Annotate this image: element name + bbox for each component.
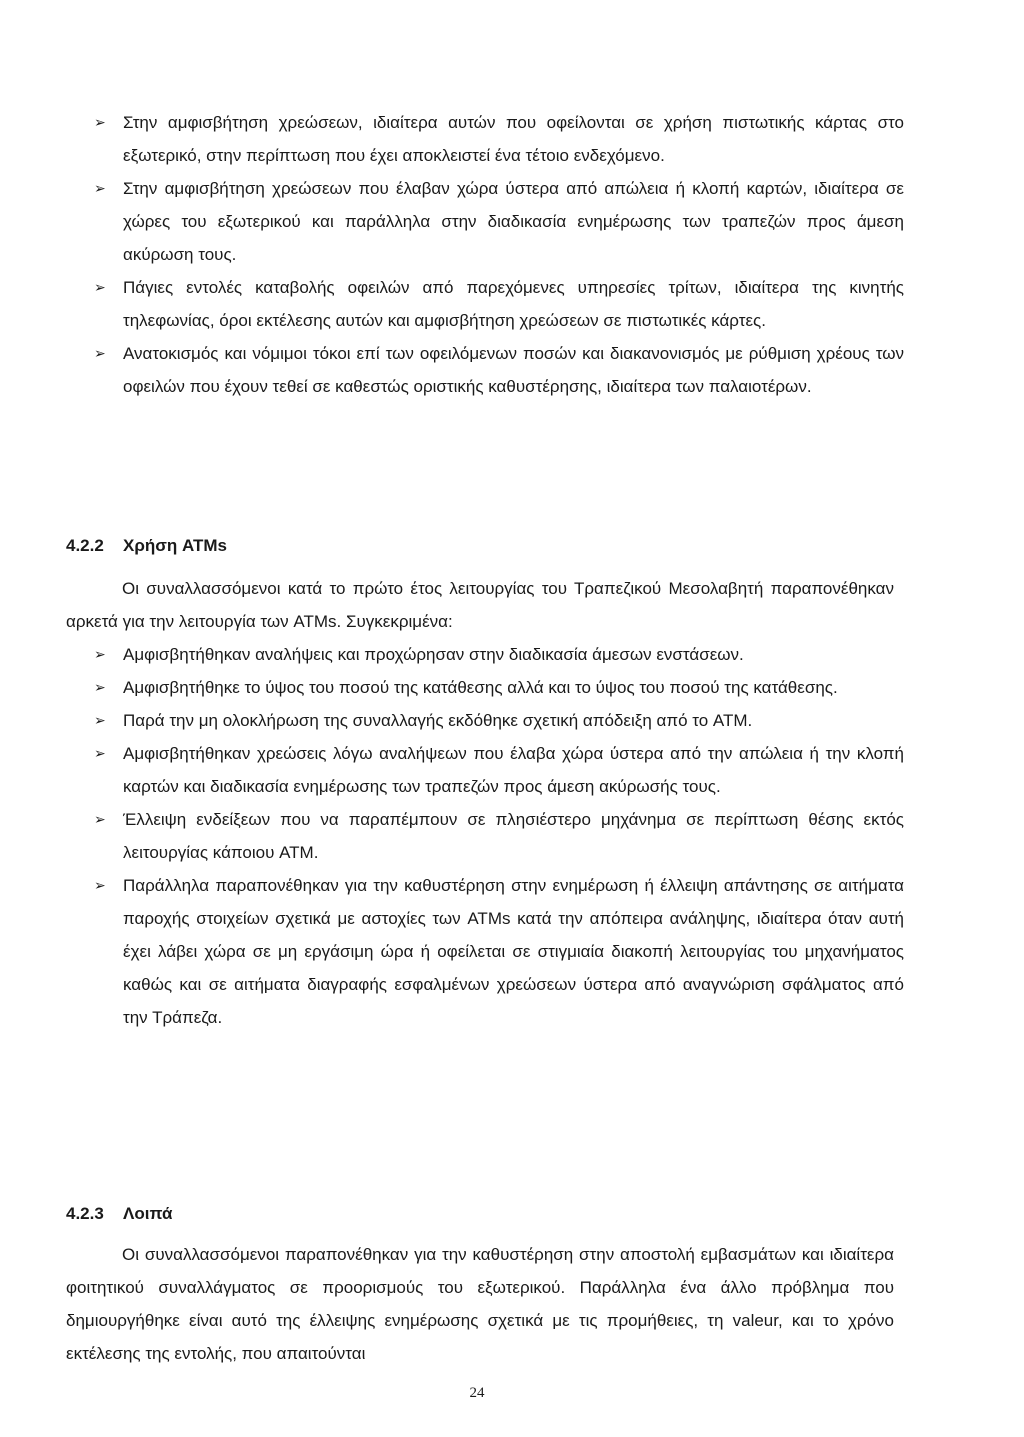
arrowhead-bullet-icon: ➢ <box>94 646 106 662</box>
page-number: 24 <box>469 1385 485 1401</box>
list-item <box>94 638 904 671</box>
arrowhead-bullet-icon: ➢ <box>94 679 106 695</box>
section-title: Χρήση ATMs <box>123 536 227 555</box>
section-body-paragraph: Οι συναλλασσόμενοι παραπονέθηκαν για την καθυστέρηση στην αποστολή εμβασμάτων και ιδιαίτερα φοιτητικού συναλλάγματος σε προορισμούς του εξωτερικού. Παράλληλα ένα άλλο πρόβλημα που δημιουργήθηκε είναι αυτό της έλλειψης ενημέρωσης σχετικά με τις προμήθειες, τη valeur, και το χρόνο εκτέλεσης της εντολής, που απαιτούνται <box>66 1245 894 1363</box>
list-item <box>94 869 904 1034</box>
arrowhead-bullet-icon: ➢ <box>94 279 106 295</box>
list-item-text: Στην αμφισβήτηση χρεώσεων, ιδιαίτερα αυτών που οφείλονται σε χρήση πιστωτικής κάρτας στο εξωτερικό, στην περίπτωση που έχει αποκλειστεί ένα τέτοιο ενδεχόμενο. <box>123 113 904 165</box>
section-intro-paragraph: Οι συναλλασσόμενοι κατά το πρώτο έτος λειτουργίας του Τραπεζικού Μεσολαβητή παραπονέθηκαν αρκετά για την λειτουργία των ATMs. Συγκεκριμένα: <box>66 579 894 631</box>
list-item <box>94 337 904 403</box>
list-item-text: Ανατοκισμός και νόμιμοι τόκοι επί των οφειλόμενων ποσών και διακανονισμός με ρύθμιση χρέους των οφειλών που έχουν τεθεί σε καθεστώς οριστικής καθυστέρησης, ιδιαίτερα των παλαιοτέρων. <box>123 344 904 396</box>
list-item-text: Αμφισβητήθηκε το ύψος του ποσού της κατάθεσης αλλά και το ύψος του ποσού της κατάθεσης. <box>123 678 838 697</box>
list-item-text: Στην αμφισβήτηση χρεώσεων που έλαβαν χώρα ύστερα από απώλεια ή κλοπή καρτών, ιδιαίτερα σε χώρες του εξωτερικού και παράλληλα στην διαδικασία ενημέρωσης των τραπεζών προς άμεση ακύρωση τους. <box>123 179 904 264</box>
arrowhead-bullet-icon: ➢ <box>94 712 106 728</box>
arrowhead-bullet-icon: ➢ <box>94 180 106 196</box>
bullet-list-card-issues <box>94 106 904 403</box>
section-number: 4.2.3 <box>66 1204 104 1223</box>
list-item-text: Παράλληλα παραπονέθηκαν για την καθυστέρηση στην ενημέρωση ή έλλειψη απάντησης σε αιτήματα παροχής στοιχείων σχετικά με αστοχίες των ATMs κατά την απόπειρα ανάληψης, ιδιαίτερα όταν αυτή έχει λάβει χώρα σε μη εργάσιμη ώρα ή οφείλεται σε στιγμιαία διακοπή λειτουργίας του μηχανήματος καθώς και σε αιτήματα διαγραφής εσφαλμένων χρεώσεων ύστερα από αναγνώριση σφάλματος από την Τράπεζα. <box>123 876 904 1027</box>
list-item-text: Αμφισβητήθηκαν χρεώσεις λόγω αναλήψεων που έλαβα χώρα ύστερα από την απώλεια ή την κλοπή καρτών και διαδικασία ενημέρωσης των τραπεζών προς άμεση ακύρωσής τους. <box>123 744 904 796</box>
arrowhead-bullet-icon: ➢ <box>94 114 106 130</box>
list-item <box>94 671 904 704</box>
arrowhead-bullet-icon: ➢ <box>94 745 106 761</box>
list-item <box>94 172 904 271</box>
list-item <box>94 106 904 172</box>
list-item-text: Αμφισβητήθηκαν αναλήψεις και προχώρησαν στην διαδικασία άμεσων ενστάσεων. <box>123 645 744 664</box>
arrowhead-bullet-icon: ➢ <box>94 811 106 827</box>
section-heading-other <box>66 1203 172 1225</box>
list-item <box>94 737 904 803</box>
section-title: Λοιπά <box>123 1204 173 1223</box>
section-heading-atm <box>66 535 227 557</box>
list-item-text: Πάγιες εντολές καταβολής οφειλών από παρεχόμενες υπηρεσίες τρίτων, ιδιαίτερα της κινητής τηλεφωνίας, όροι εκτέλεσης αυτών και αμφισβήτηση χρεώσεων σε πιστωτικές κάρτες. <box>123 278 904 330</box>
bullet-list-atm-complaints <box>94 638 904 1034</box>
list-item <box>94 803 904 869</box>
list-item <box>94 271 904 337</box>
list-item-text: Έλλειψη ενδείξεων που να παραπέμπουν σε πλησιέστερο μηχάνημα σε περίπτωση θέσης εκτός λειτουργίας κάποιου ATM. <box>123 810 904 862</box>
arrowhead-bullet-icon: ➢ <box>94 877 106 893</box>
list-item-text: Παρά την μη ολοκλήρωση της συναλλαγής εκδόθηκε σχετική απόδειξη από το ATM. <box>123 711 753 730</box>
section-number: 4.2.2 <box>66 536 104 555</box>
arrowhead-bullet-icon: ➢ <box>94 345 106 361</box>
list-item <box>94 704 904 737</box>
